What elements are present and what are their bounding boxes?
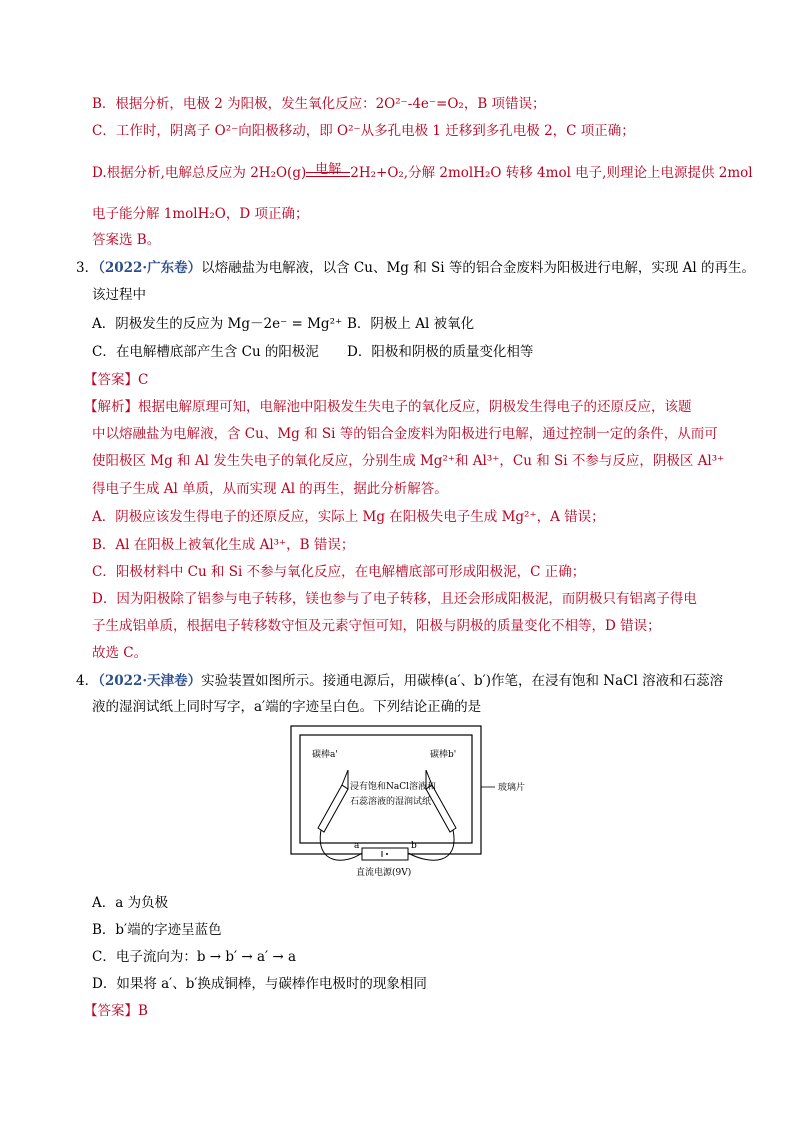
question-number: 4． [76,673,99,689]
option-c: C．在电解槽底部产生含 Cu 的阳极泥 [92,344,319,360]
carbon-rod-a [318,770,348,832]
question-source: （2022·广东卷） [98,260,202,276]
label-paper: 浸有饱和NaCl溶液和 [350,782,437,792]
explanation-line: 子生成铝单质，根据电子转移数守恒及元素守恒可知，阳极与阴极的质量变化不相等，D 错误； [92,618,661,634]
question-4-stem [76,671,723,691]
option-b: B．b′端的字迹呈蓝色 [92,922,222,938]
explanation-line: C．阳极材料中 Cu 和 Si 不参与氧化反应，在电解槽底部可形成阳极泥，C 正确； [92,564,586,580]
experiment-diagram [290,725,560,885]
option-a: A．阴极发生的反应为 Mg－2e⁻ = Mg²⁺ [92,316,343,332]
label-paper: 石蕊溶液的湿润试纸 [350,797,432,807]
label-terminal-a: a [354,841,360,851]
explanation-line: 故选 C。 [92,645,148,661]
equation-left: D.根据分析,电解总反应为 2H₂O(g) [92,165,307,181]
answer: 【答案】B [84,1003,148,1019]
label-terminal-b: b [411,841,417,851]
question-text: 液的湿润试纸上同时写字，a′端的字迹呈白色。下列结论正确的是 [92,699,482,715]
explanation-line: A．阴极应该发生得电子的还原反应，实际上 Mg 在阳极失电子生成 Mg²⁺，A 错误； [92,509,605,525]
option-d: D．阳极和阴极的质量变化相等 [347,344,534,360]
question-text: 实验装置如图所示。接通电源后，用碳棒(a′、b′)作笔，在浸有饱和 NaCl 溶液和石蕊溶 [201,673,724,689]
question-text: 该过程中 [92,287,146,303]
explanation-line: 得电子生成 Al 单质，从而实现 Al 的再生，据此分析解答。 [92,481,448,497]
question-3-stem [76,258,755,278]
reaction-condition: 电解 [315,162,342,177]
reaction-arrow [306,162,350,177]
question-source: （2022·天津卷） [98,673,202,689]
explanation-line: 【解析】根据电解原理可知，电解池中阳极发生失电子的氧化反应，阴极发生得电子的还原反应，该题 [84,399,692,415]
text-line: 答案选 B。 [92,232,161,248]
label-rod-b: 碳棒b' [430,750,457,760]
label-glass: 玻璃片 [498,783,526,793]
equation-right: 2H₂+O₂,分解 2molH₂O 转移 4mol 电子,则理论上电源提供 2mol [350,165,753,181]
explanation-line: B．Al 在阳极上被氧化生成 Al³⁺，B 错误； [92,537,355,553]
option-c: C．电子流向为：b → b′ → a′ → a [92,949,297,965]
text-line: B．根据分析，电极 2 为阳极，发生氧化反应：2O²⁻-4e⁻=O₂，B 项错误； [92,96,546,112]
question-text: 以熔融盐为电解液，以含 Cu、Mg 和 Si 等的铝合金废料为阳极进行电解，实现 Al 的再生。 [201,260,755,276]
option-d: D．如果将 a′、b′换成铜棒，与碳棒作电极时的现象相同 [92,976,427,992]
text-line [92,163,753,183]
option-a: A．a 为负极 [92,895,169,911]
explanation-line: D．因为阳极除了铝参与电子转移，镁也参与了电子转移，且还会形成阳极泥，而阴极只有铝离子得电 [92,591,697,607]
text-line: 电子能分解 1molH₂O，D 项正确； [92,206,309,222]
option-b: B．阴极上 Al 被氧化 [347,316,475,332]
explanation-line: 中以熔融盐为电解液，含 Cu、Mg 和 Si 等的铝合金废料为阳极进行电解，通过控制一定的条件，从而可 [92,426,718,442]
question-number: 3． [76,260,99,276]
answer: 【答案】C [84,372,149,388]
power-supply [362,848,408,860]
text-line: C．工作时，阴离子 O²⁻向阳极移动，即 O²⁻从多孔电极 1 迁移到多孔电极 2，C 项正确； [92,123,635,139]
label-power: 直流电源(9V) [356,868,412,878]
explanation-line: 使阳极区 Mg 和 Al 发生失电子的氧化反应，分别生成 Mg²⁺和 Al³⁺，Cu 和 Si 不参与反应，阴极区 Al³⁺ [92,453,725,469]
label-rod-a: 碳棒a' [312,750,338,760]
